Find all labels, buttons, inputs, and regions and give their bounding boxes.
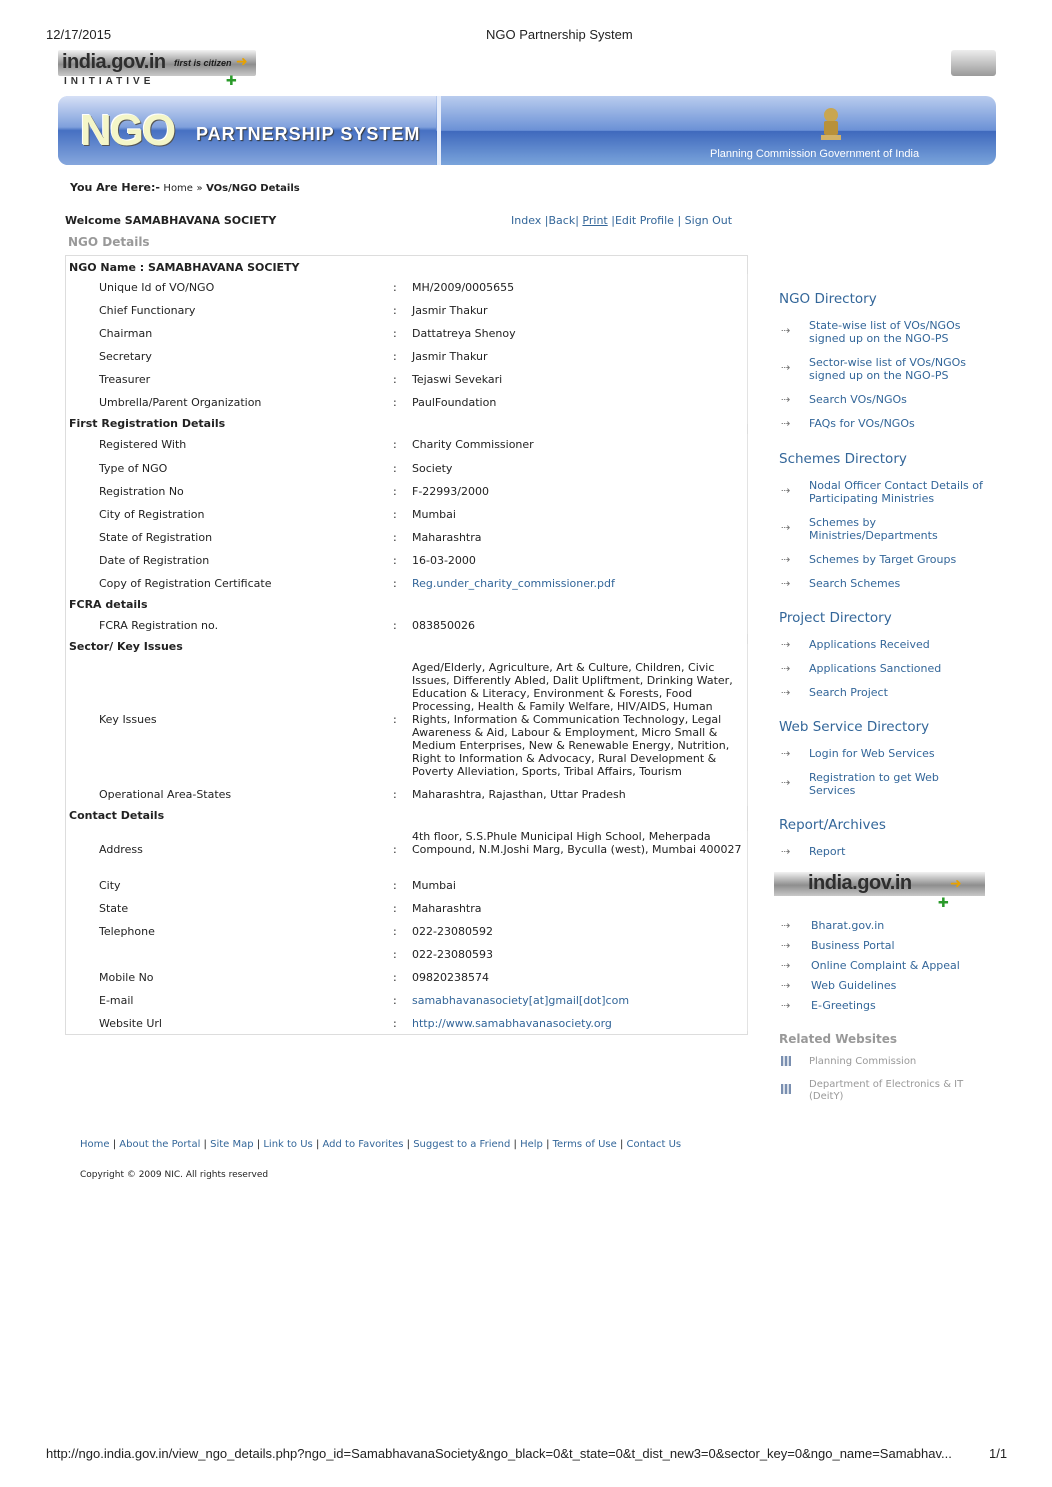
key-issues-value: Aged/Elderly, Agriculture, Art & Culture, Children, Civic Issues, Differently Abled, Dalit Upliftment, Drinking Water, Education & Literacy, Environment & Forests, Food Processing, Health & Family Welfare, HIV/AIDS, Human Rights, Information & Communication Technology, Legal Awareness & Aid, Labour & Employment, Micro Small & Medium Enterprises, New & Renewable Energy, Nutrition, Right to Information & Advocacy, Rural Development & Poverty Alleviation, Sports, Tribal Affairs, Tourism [412,661,733,778]
bullet-arrow-icon: ⇢ [781,553,791,566]
related-websites-heading: Related Websites [779,1032,898,1046]
back-link[interactable]: Back [548,214,576,227]
row-label: Unique Id of VO/NGO [99,281,215,294]
bullet-arrow-icon: ⇢ [781,577,791,590]
row-colon: : [393,577,397,590]
row-label: City of Registration [99,508,205,521]
table-row [66,830,747,872]
first-registration-heading: First Registration Details [69,417,226,430]
schemes-directory-heading: Schemes Directory [779,451,907,467]
sidebar-item-schemes-ministries[interactable]: Schemes by Ministries/Departments [809,516,938,542]
sector-heading: Sector/ Key Issues [69,640,183,653]
table-row [66,661,747,781]
row-label: Telephone [99,925,155,938]
bullet-arrow-icon: ⇢ [781,417,791,430]
plus-icon: ✚ [226,74,237,89]
row-value: Tejaswi Sevekari [412,373,503,386]
row-label: Mobile No [99,971,154,984]
row-colon: : [393,925,397,938]
row-colon: : [393,373,397,386]
sidebar-item-schemes-target[interactable]: Schemes by Target Groups [809,553,957,566]
bullet-arrow-icon: ⇢ [781,999,791,1012]
bullet-arrow-icon: ⇢ [781,979,791,992]
bullet-arrow-icon: ⇢ [781,939,791,952]
row-label: Date of Registration [99,554,210,567]
row-value: Jasmir Thakur [412,304,488,317]
certificate-link[interactable]: Reg.under_charity_commissioner.pdf [412,577,615,590]
national-emblem-icon [818,106,844,142]
row-label: City [99,879,121,892]
sidebar-item-login-web-services[interactable]: Login for Web Services [809,747,935,760]
sidebar-item-registration-web[interactable]: Registration to get Web Services [809,771,939,797]
sidebar-item-bharat[interactable]: Bharat.gov.in [811,919,885,932]
email-link[interactable]: samabhavanasociety[at]gmail[dot]com [412,994,630,1007]
row-colon: : [393,554,397,567]
row-value: MH/2009/0005655 [412,281,515,294]
plus-icon: ✚ [938,896,949,911]
table-divider [747,831,748,1031]
welcome-text: Welcome SAMABHAVANA SOCIETY [65,214,277,227]
row-label: State [99,902,129,915]
row-label: Copy of Registration Certificate [99,577,272,590]
sidebar-item-state-wise[interactable]: State-wise list of VOs/NGOs signed up on the NGO-PS [809,319,961,345]
row-colon: : [393,462,397,475]
top-links: Index |Back| Print |Edit Profile | Sign Out [511,214,733,227]
row-value: Mumbai [412,879,456,892]
sidebar-item-faqs[interactable]: FAQs for VOs/NGOs [809,417,915,430]
row-label: Type of NGO [99,462,168,475]
row-label: Key Issues [99,713,157,726]
bullet-arrow-icon: ⇢ [781,361,791,374]
sidebar-item-online-complaint[interactable]: Online Complaint & Appeal [811,959,960,972]
row-colon: : [393,948,397,961]
row-label: Operational Area-States [99,788,232,801]
sidebar-item-search-project[interactable]: Search Project [809,686,888,699]
row-colon: : [393,1017,397,1030]
row-label: Registration No [99,485,184,498]
edit-profile-link[interactable]: Edit Profile [614,214,674,227]
ngo-details-table [65,255,748,1035]
sidebar-item-search-vos[interactable]: Search VOs/NGOs [809,393,907,406]
copyright: Copyright © 2009 NIC. All rights reserved [80,1170,269,1180]
row-value: Jasmir Thakur [412,350,488,363]
logo-initiative: INITIATIVE [64,76,155,87]
bullet-arrow-icon: ⇢ [781,919,791,932]
row-colon: : [393,438,397,451]
row-colon: : [393,788,397,801]
breadcrumb-label: You Are Here:- [70,181,160,194]
grid-icon [781,1084,791,1094]
row-value: PaulFoundation [412,396,497,409]
india-gov-sidebar-logo[interactable] [774,872,985,910]
bullet-arrow-icon: ⇢ [781,686,791,699]
ngo-directory-heading: NGO Directory [779,291,877,307]
index-link[interactable]: Index [511,214,542,227]
logo-name: india.gov.in [62,51,166,73]
bullet-arrow-icon: ⇢ [781,747,791,760]
project-directory-heading: Project Directory [779,610,892,626]
arrow-right-icon: ➜ [236,54,248,70]
print-title: NGO Partnership System [486,27,633,42]
row-label: Chairman [99,327,153,340]
ngo-name-heading: NGO Name : SAMABHAVANA SOCIETY [69,261,300,274]
row-colon: : [393,994,397,1007]
footer-suggest-link[interactable]: Suggest to a Friend [413,1139,511,1150]
footer-home-link[interactable]: Home [80,1139,110,1150]
row-label: Treasurer [99,373,151,386]
row-colon: : [393,531,397,544]
row-colon: : [393,350,397,363]
bullet-arrow-icon: ⇢ [781,845,791,858]
footer-about-link[interactable]: About the Portal [119,1139,201,1150]
row-label: E-mail [99,994,134,1007]
sidebar-item-report[interactable]: Report [809,845,846,858]
grid-icon [781,1056,791,1066]
row-colon: : [393,304,397,317]
table-divider [747,661,748,806]
bullet-arrow-icon: ⇢ [781,638,791,651]
footer-favorites-link[interactable]: Add to Favorites [322,1139,404,1150]
gray-corner-button [951,50,996,76]
print-link[interactable]: Print [582,214,608,227]
row-value: 16-03-2000 [412,554,476,567]
row-value: F-22993/2000 [412,485,489,498]
row-value: Maharashtra, Rajasthan, Uttar Pradesh [412,788,626,801]
sign-out-link[interactable]: Sign Out [684,214,733,227]
bullet-arrow-icon: ⇢ [781,484,791,497]
footer-terms-link[interactable]: Terms of Use [552,1139,617,1150]
bullet-arrow-icon: ⇢ [781,324,791,337]
banner-org-text: Planning Commission Government of India [710,148,920,160]
india-gov-logo[interactable] [58,50,256,90]
sidebar-item-e-greetings[interactable]: E-Greetings [811,999,876,1012]
row-value: 09820238574 [412,971,489,984]
footer-contact-link[interactable]: Contact Us [626,1139,682,1150]
breadcrumb [70,181,300,194]
row-colon: : [393,281,397,294]
banner-ngo-text: NGO [80,106,175,155]
table-divider [747,274,748,424]
row-value: 083850026 [412,619,475,632]
row-colon: : [393,396,397,409]
bullet-arrow-icon: ⇢ [781,959,791,972]
row-label: Umbrella/Parent Organization [99,396,262,409]
breadcrumb-home[interactable]: Home [163,183,193,194]
row-colon: : [393,902,397,915]
breadcrumb-separator: » [196,183,203,194]
site-banner [58,96,996,165]
bullet-arrow-icon: ⇢ [781,393,791,406]
bullet-arrow-icon: ⇢ [781,521,791,534]
bullet-arrow-icon: ⇢ [781,776,791,789]
row-value: Maharashtra [412,902,482,915]
sidebar-item-applications-received[interactable]: Applications Received [809,638,930,651]
row-value: Maharashtra [412,531,482,544]
sidebar-item-applications-sanctioned[interactable]: Applications Sanctioned [809,662,942,675]
row-colon: : [393,508,397,521]
arrow-right-icon: ➜ [950,876,962,892]
fcra-heading: FCRA details [69,598,148,611]
footer-links: Home | About the Portal | Site Map | Link to Us | Add to Favorites | Suggest to a Friend | Help | Terms of Use | Contact Us [80,1139,682,1150]
row-value: Society [412,462,453,475]
website-link[interactable]: http://www.samabhavanasociety.org [412,1017,612,1030]
row-label: Registered With [99,438,187,451]
print-page-number: 1/1 [989,1446,1008,1461]
row-label: Website Url [99,1017,162,1030]
row-colon: : [393,619,397,632]
row-colon: : [393,327,397,340]
print-date: 12/17/2015 [46,27,112,42]
sidebar-item-nodal-officer[interactable]: Nodal Officer Contact Details of Participating Ministries [809,479,983,505]
row-label: Chief Functionary [99,304,196,317]
address-value: 4th floor, S.S.Phule Municipal High School, Meherpada Compound, N.M.Joshi Marg, Byculla (west), Mumbai 400027 [412,830,742,856]
sidebar-item-business-portal[interactable]: Business Portal [811,939,895,952]
row-colon: : [393,713,397,726]
logo-name: india.gov.in [808,872,912,894]
row-colon: : [393,879,397,892]
related-planning-commission[interactable]: Planning Commission [809,1056,917,1067]
row-value: 022-23080593 [412,948,493,961]
print-url: http://ngo.india.gov.in/view_ngo_details.php?ngo_id=SamabhavanaSociety&ngo_black=0&t_state=0&t_dist_new3=0&sector_key=0&ngo_name=Samabhav... [46,1446,952,1461]
web-service-directory-heading: Web Service Directory [779,719,930,735]
row-value: Dattatreya Shenoy [412,327,516,340]
banner-divider [437,96,441,165]
row-value: Mumbai [412,508,456,521]
footer-sitemap-link[interactable]: Site Map [210,1139,254,1150]
row-colon: : [393,485,397,498]
sidebar-item-search-schemes[interactable]: Search Schemes [809,577,901,590]
section-title: NGO Details [68,235,150,249]
sidebar-item-web-guidelines[interactable]: Web Guidelines [811,979,897,992]
report-archives-heading: Report/Archives [779,817,886,833]
row-label: Secretary [99,350,152,363]
related-deity[interactable]: Department of Electronics & IT (DeitY) [809,1079,964,1102]
row-colon: : [393,971,397,984]
breadcrumb-current: VOs/NGO Details [206,183,300,194]
contact-heading: Contact Details [69,809,165,822]
row-value: 022-23080592 [412,925,493,938]
row-value: Charity Commissioner [412,438,534,451]
row-colon: : [393,843,397,856]
row-label: FCRA Registration no. [99,619,219,632]
bullet-arrow-icon: ⇢ [781,662,791,675]
row-label: Address [99,843,143,856]
banner-partnership-text: PARTNERSHIP SYSTEM [196,124,421,144]
footer-help-link[interactable]: Help [520,1139,543,1150]
logo-tagline: first is citizen [174,58,232,68]
footer-link-to-us[interactable]: Link to Us [263,1139,313,1150]
sidebar-item-sector-wise[interactable]: Sector-wise list of VOs/NGOs signed up on the NGO-PS [809,356,966,382]
row-label: State of Registration [99,531,213,544]
